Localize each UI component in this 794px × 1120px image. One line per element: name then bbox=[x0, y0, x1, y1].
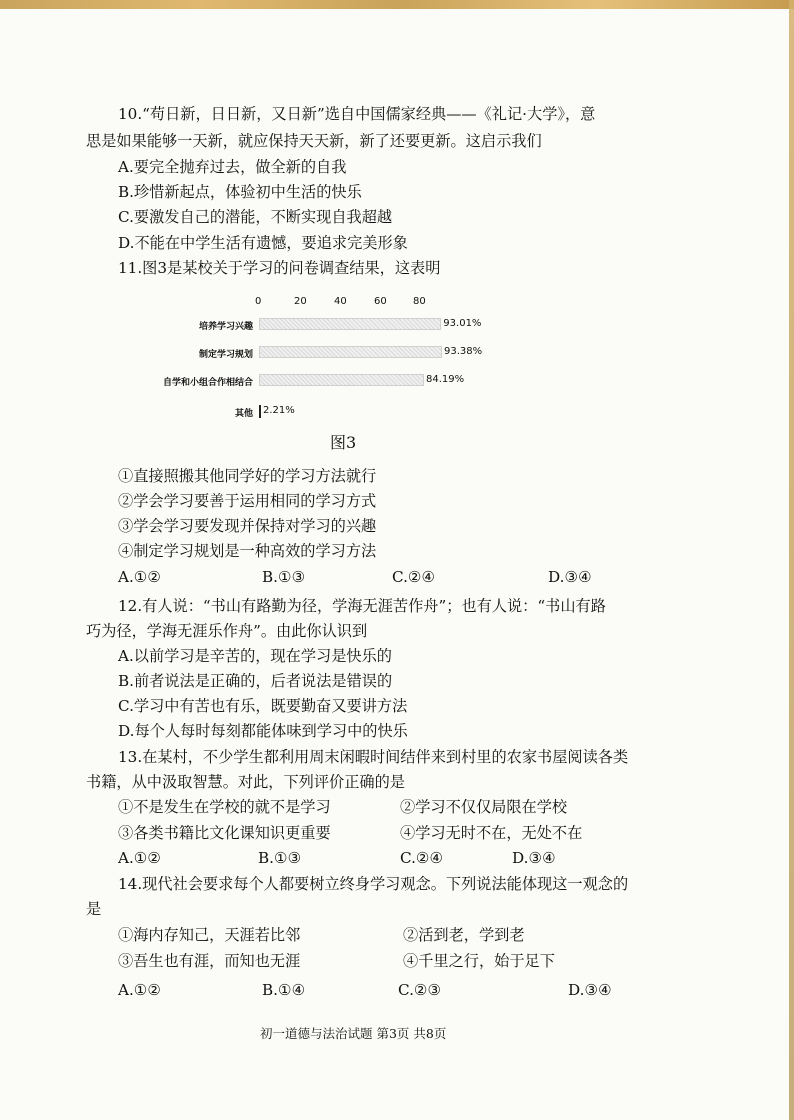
q13-choice-a: A.①② bbox=[118, 849, 162, 867]
right-border bbox=[789, 0, 794, 1120]
q11-choice-b: B.①③ bbox=[262, 568, 306, 586]
figure-caption: 图3 bbox=[330, 433, 357, 452]
q14-statement-1: ①海内存知己，天涯若比邻 bbox=[118, 926, 301, 944]
q10-stem-line1: 10.“苟日新，日日新，又日新”选自中国儒家经典——《礼记·大学》，意 bbox=[118, 105, 596, 123]
q14-choice-c: C.②③ bbox=[398, 981, 442, 999]
chart-bar bbox=[259, 346, 442, 358]
chart-value-label: 2.21% bbox=[263, 405, 295, 416]
q11-choice-a: A.①② bbox=[118, 568, 162, 586]
q13-choice-b: B.①③ bbox=[258, 849, 302, 867]
q14-statement-2: ②活到老，学到老 bbox=[403, 926, 525, 944]
q11-statement-3: ③学会学习要发现并保持对学习的兴趣 bbox=[118, 517, 377, 535]
q13-statement-1: ①不是发生在学校的就不是学习 bbox=[118, 798, 331, 816]
q11-statement-4: ④制定学习规划是一种高效的学习方法 bbox=[118, 542, 377, 560]
chart-tick-80: 80 bbox=[413, 296, 426, 307]
chart-bar bbox=[259, 374, 424, 386]
q14-statement-4: ④千里之行，始于足下 bbox=[403, 952, 555, 970]
chart-category-label: 其他 bbox=[234, 409, 253, 419]
q13-choice-d: D.③④ bbox=[512, 849, 556, 867]
q12-option-c: C.学习中有苦也有乐，既要勤奋又要讲方法 bbox=[118, 697, 408, 715]
q14-choice-a: A.①② bbox=[118, 981, 162, 999]
chart-value-label: 93.38% bbox=[444, 346, 483, 357]
chart-category-label: 培养学习兴趣 bbox=[198, 322, 253, 332]
q11-stem: 11.图3是某校关于学习的问卷调查结果，这表明 bbox=[118, 259, 441, 277]
q11-choice-d: D.③④ bbox=[548, 568, 592, 586]
chart-category-label: 自学和小组合作相结合 bbox=[162, 378, 253, 388]
q13-statement-3: ③各类书籍比文化课知识更重要 bbox=[118, 824, 331, 842]
chart-value-label: 84.19% bbox=[426, 374, 465, 385]
q13-choice-c: C.②④ bbox=[400, 849, 444, 867]
chart-bar bbox=[259, 318, 441, 330]
q14-statement-3: ③吾生也有涯，而知也无涯 bbox=[118, 952, 301, 970]
q10-option-c: C.要激发自己的潜能，不断实现自我超越 bbox=[118, 208, 393, 226]
q11-choice-c: C.②④ bbox=[392, 568, 436, 586]
chart-value-label: 93.01% bbox=[443, 318, 482, 329]
q10-stem-line2: 思是如果能够一天新，就应保持天天新，新了还要更新。这启示我们 bbox=[86, 132, 542, 150]
q12-option-b: B.前者说法是正确的，后者说法是错误的 bbox=[118, 672, 393, 690]
q14-choice-d: D.③④ bbox=[568, 981, 612, 999]
q14-choice-b: B.①④ bbox=[262, 981, 306, 999]
q13-stem-line1: 13.在某村，不少学生都利用周末闲暇时间结伴来到村里的农家书屋阅读各类 bbox=[118, 748, 629, 766]
q13-statement-4: ④学习无时不在，无处不在 bbox=[400, 824, 583, 842]
chart-tick-40: 40 bbox=[334, 296, 347, 307]
q10-option-d: D.不能在中学生活有遗憾，要追求完美形象 bbox=[118, 234, 408, 252]
q14-stem-line2: 是 bbox=[86, 900, 102, 918]
q12-stem-line2: 巧为径，学海无涯乐作舟”。由此你认识到 bbox=[86, 622, 368, 640]
q13-stem-line2: 书籍，从中汲取智慧。对此，下列评价正确的是 bbox=[86, 773, 405, 791]
q12-stem-line1: 12.有人说：“书山有路勤为径，学海无涯苦作舟”；也有人说：“书山有路 bbox=[118, 597, 606, 615]
q12-option-a: A.以前学习是辛苦的，现在学习是快乐的 bbox=[118, 647, 392, 665]
page-footer: 初一道德与法治试题 第3页 共8页 bbox=[260, 1026, 447, 1041]
top-border bbox=[0, 0, 794, 9]
q11-statement-2: ②学会学习要善于运用相同的学习方式 bbox=[118, 492, 377, 510]
chart-bar bbox=[259, 405, 261, 418]
q13-statement-2: ②学习不仅仅局限在学校 bbox=[400, 798, 568, 816]
q14-stem-line1: 14.现代社会要求每个人都要树立终身学习观念。下列说法能体现这一观念的 bbox=[118, 875, 629, 893]
q10-option-b: B.珍惜新起点，体验初中生活的快乐 bbox=[118, 183, 362, 201]
chart-tick-20: 20 bbox=[294, 296, 307, 307]
chart-tick-60: 60 bbox=[374, 296, 387, 307]
chart-category-label: 制定学习规划 bbox=[198, 350, 253, 360]
chart-tick-0: 0 bbox=[255, 296, 262, 307]
q12-option-d: D.每个人每时每刻都能体味到学习中的快乐 bbox=[118, 722, 408, 740]
q11-statement-1: ①直接照搬其他同学好的学习方法就行 bbox=[118, 467, 377, 485]
q10-option-a: A.要完全抛弃过去，做全新的自我 bbox=[118, 158, 347, 176]
